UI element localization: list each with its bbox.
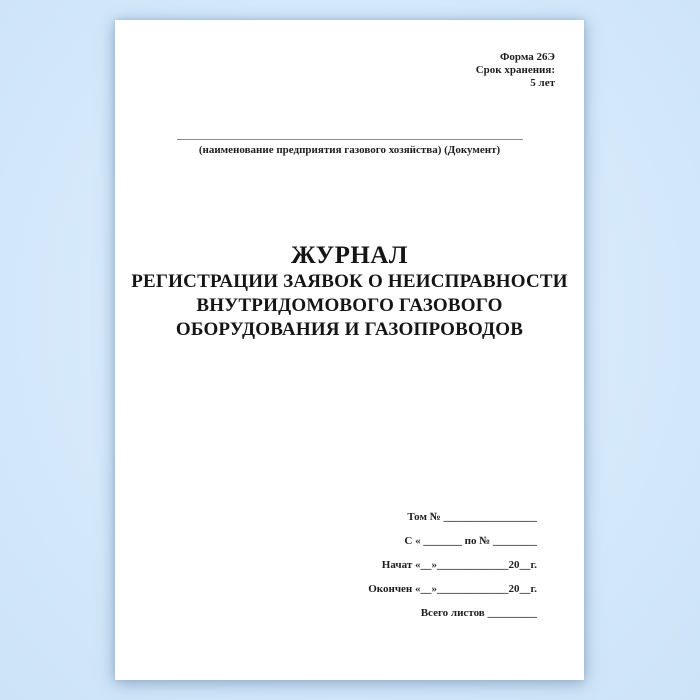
field-total-sheets: Всего листов _________ [420, 607, 537, 619]
retention-label: Срок хранения: [475, 64, 555, 76]
field-started-date: Начат «__»_____________20__г. [381, 559, 537, 571]
title-line-4: ОБОРУДОВАНИЯ И ГАЗОПРОВОДОВ [175, 319, 524, 340]
title-line-2: РЕГИСТРАЦИИ ЗАЯВОК О НЕИСПРАВНОСТИ [131, 271, 568, 292]
organization-fill-in-line [177, 139, 523, 140]
document-title [115, 242, 584, 342]
field-volume-number: Том № _________________ [407, 511, 537, 523]
retention-value: 5 лет [530, 77, 555, 89]
document-cover-page [115, 20, 584, 680]
field-finished-date: Окончен «__»_____________20__г. [368, 583, 537, 595]
title-line-3: ВНУТРИДОМОВОГО ГАЗОВОГО [196, 295, 503, 316]
field-from-to-number: С « _______ по № ________ [404, 535, 537, 547]
organization-caption: (наименование предприятия газового хозяйства) (Документ) [198, 144, 501, 156]
fill-in-fields-block [368, 511, 537, 631]
form-info-block [476, 51, 555, 90]
form-number: Форма 26Э [499, 51, 555, 63]
title-line-journal: ЖУРНАЛ [290, 242, 409, 269]
